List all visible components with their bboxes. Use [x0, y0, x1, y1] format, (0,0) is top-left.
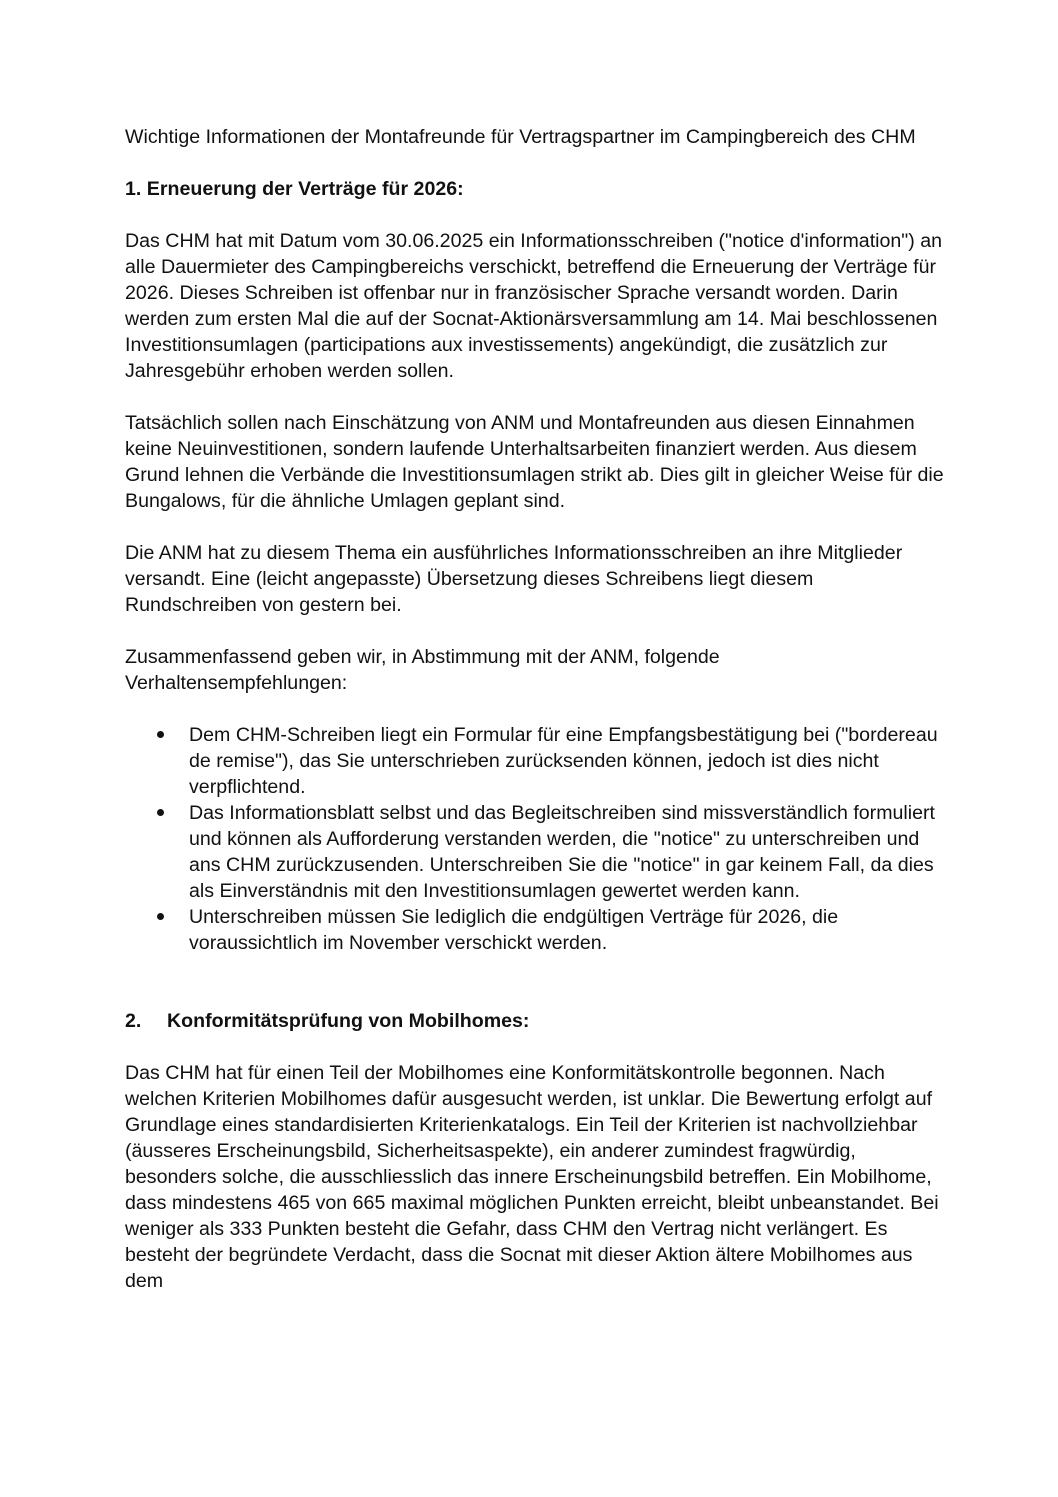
document-intro: Wichtige Informationen der Montafreunde für Vertragspartner im Campingbereich des CHM	[125, 126, 916, 148]
list-item	[125, 722, 945, 800]
recommendations-list	[125, 722, 945, 956]
section-1-heading: 1. Erneuerung der Verträge für 2026:	[125, 178, 464, 200]
list-item-text: Dem CHM-Schreiben liegt ein Formular für eine Empfangsbestätigung bei ("bordereau de remise"), das Sie unterschrieben zurücksenden können, jedoch ist dies nicht verpflichtend.	[189, 724, 938, 798]
list-item-text: Unterschreiben müssen Sie lediglich die endgültigen Verträge für 2026, die voraussichtlich im November verschickt werden.	[189, 906, 839, 954]
section-1-paragraph-3: Die ANM hat zu diesem Thema ein ausführliches Informationsschreiben an ihre Mitglieder versandt. Eine (leicht angepasste) Übersetzung dieses Schreibens liegt diesem Rundschreiben von gestern bei.	[125, 542, 903, 616]
bullet-icon	[157, 913, 164, 920]
section-2-paragraph: Das CHM hat für einen Teil der Mobilhomes eine Konformitätskontrolle begonnen. Nach welchen Kriterien Mobilhomes dafür ausgesucht werden, ist unklar. Die Bewertung erfolgt auf Grundlage eines standardisierten Kriterienkatalogs. Ein Teil der Kriterien ist nachvollziehbar (äusseres Erscheinungsbild, Sicherheitsaspekte), ein anderer zumindest fragwürdig, besonders solche, die ausschliesslich das innere Erscheinungsbild betreffen. Ein Mobilhome, dass mindestens 465 von 665 maximal möglichen Punkten erreicht, bleibt unbeanstandet. Bei weniger als 333 Punkten besteht die Gefahr, dass CHM den Vertrag nicht verlängert. Es besteht der begründete Verdacht, dass die Socnat mit dieser Aktion ältere Mobilhomes aus dem	[125, 1062, 939, 1292]
section-1-paragraph-4: Zusammenfassend geben wir, in Abstimmung mit der ANM, folgende Verhaltensempfehlungen:	[125, 646, 720, 694]
section-1-paragraph-2: Tatsächlich sollen nach Einschätzung von ANM und Montafreunden aus diesen Einnahmen keine Neuinvestitionen, sondern laufende Unterhaltsarbeiten finanziert werden. Aus diesem Grund lehnen die Verbände die Investitionsumlagen strikt ab. Dies gilt in gleicher Weise für die Bungalows, für die ähnliche Umlagen geplant sind.	[125, 412, 944, 512]
list-item-text: Das Informationsblatt selbst und das Begleitschreiben sind missverständlich formuliert und können als Aufforderung verstanden werden, die "notice" zu unterschreiben und ans CHM zurückzusenden. Unterschreiben Sie die "notice" in gar keinem Fall, da dies als Einverständnis mit den Investitionsumlagen gewertet werden kann.	[189, 802, 935, 902]
section-2-title: Konformitätsprüfung von Mobilhomes:	[167, 1010, 530, 1032]
bullet-icon	[157, 809, 164, 816]
list-item	[125, 904, 945, 956]
document-page	[125, 124, 945, 1320]
bullet-icon	[157, 731, 164, 738]
section-1-paragraph-1: Das CHM hat mit Datum vom 30.06.2025 ein Informationsschreiben ("notice d'information") an alle Dauermieter des Campingbereichs verschickt, betreffend die Erneuerung der Verträge für 2026. Dieses Schreiben ist offenbar nur in französischer Sprache versandt worden. Darin werden zum ersten Mal die auf der Socnat-Aktionärsversammlung am 14. Mai beschlossenen Investitionsumlagen (participations aux investissements) angekündigt, die zusätzlich zur Jahresgebühr erhoben werden sollen.	[125, 230, 943, 382]
section-2-number: 2.	[125, 1010, 142, 1032]
section-2-heading	[125, 1008, 945, 1034]
list-item	[125, 800, 945, 904]
